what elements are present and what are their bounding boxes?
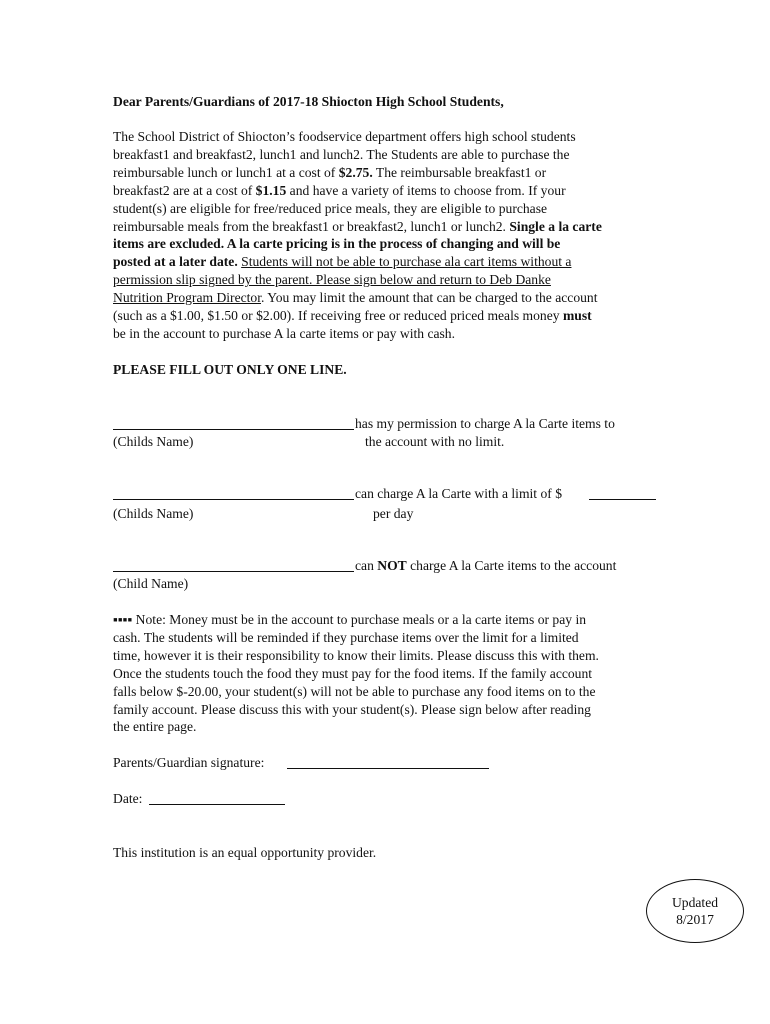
child-name-label: (Child Name) (113, 576, 189, 591)
body-line: posted at a later date. Students will not be able to purchase ala cart items without a (113, 254, 572, 270)
limit-amount-field[interactable] (589, 499, 656, 500)
option-unlimited-text-cont: the account with no limit. (365, 434, 505, 449)
child-name-label: (Childs Name) (113, 506, 194, 521)
body-line: reimbursable meals from the breakfast1 or breakfast2, lunch1 or lunch2. Single a la carte (113, 218, 602, 234)
option-limit-text-cont: per day (373, 506, 414, 521)
signature-label: Parents/Guardian signature: (113, 755, 265, 770)
body-line: breakfast2 are at a cost of $1.15 and have a variety of items to choose from. If your (113, 182, 566, 198)
fill-instruction: PLEASE FILL OUT ONLY ONE LINE. (113, 362, 347, 377)
option-limit-text: can charge A la Carte with a limit of $ (355, 486, 562, 501)
equal-opportunity-statement: This institution is an equal opportunity provider. (113, 845, 377, 860)
note-line: falls below $-20.00, your student(s) will not be able to purchase any food items on to the (113, 683, 596, 699)
option-unlimited-text: has my permission to charge A la Carte items to (355, 416, 615, 431)
body-line: reimbursable lunch or lunch1 at a cost of $2.75. The reimbursable breakfast1 or (113, 164, 547, 180)
note-line: family account. Please discuss this with your student(s). Please sign below after reading (113, 701, 591, 717)
body-paragraph (113, 128, 661, 343)
lunch-price: $2.75. (338, 164, 373, 180)
note-line: ▪▪▪▪ Note: Money must be in the account to purchase meals or a la carte items or pay in (113, 612, 587, 627)
stamp-line: 8/2017 (676, 912, 714, 927)
note-line: time, however it is their responsibility to know their limits. Please discuss this with them. (113, 647, 599, 663)
updated-stamp (646, 879, 744, 943)
body-line: breakfast1 and breakfast2, lunch1 and lunch2. The Students are able to purchase the (113, 146, 570, 162)
note-paragraph (113, 611, 661, 736)
letter-heading: Dear Parents/Guardians of 2017-18 Shiocton High School Students, (113, 94, 504, 109)
signature-field[interactable] (287, 768, 489, 769)
bullet-marks-icon: ▪▪▪▪ (113, 612, 133, 627)
option-none-text: can NOT charge A la Carte items to the account (355, 558, 617, 573)
date-field[interactable] (149, 804, 285, 805)
note-line: cash. The students will be reminded if they purchase items over the limit for a limited (113, 629, 579, 645)
body-line: items are excluded. A la carte pricing is in the process of changing and will be (113, 236, 561, 252)
stamp-line: Updated (671, 895, 719, 910)
child-name-field-unlimited[interactable] (113, 429, 354, 430)
date-label: Date: (113, 791, 143, 806)
child-name-field-limit[interactable] (113, 499, 354, 500)
breakfast-price: $1.15 (255, 182, 287, 198)
body-line: student(s) are eligible for free/reduced price meals, they are eligible to purchase (113, 200, 548, 216)
note-line: the entire page. (113, 719, 197, 735)
body-line: permission slip signed by the parent. Please sign below and return to Deb Danke (113, 272, 551, 288)
body-line: be in the account to purchase A la carte items or pay with cash. (113, 325, 455, 341)
body-line: The School District of Shiocton’s foodservice department offers high school students (113, 129, 576, 144)
child-name-field-none[interactable] (113, 571, 354, 572)
note-line: Once the students touch the food they must pay for the food items. If the family account (113, 665, 593, 681)
body-line: Nutrition Program Director. You may limit the amount that can be charged to the account (113, 290, 598, 306)
body-line: (such as a $1.00, $1.50 or $2.00). If receiving free or reduced priced meals money must (113, 308, 592, 324)
child-name-label: (Childs Name) (113, 434, 194, 449)
